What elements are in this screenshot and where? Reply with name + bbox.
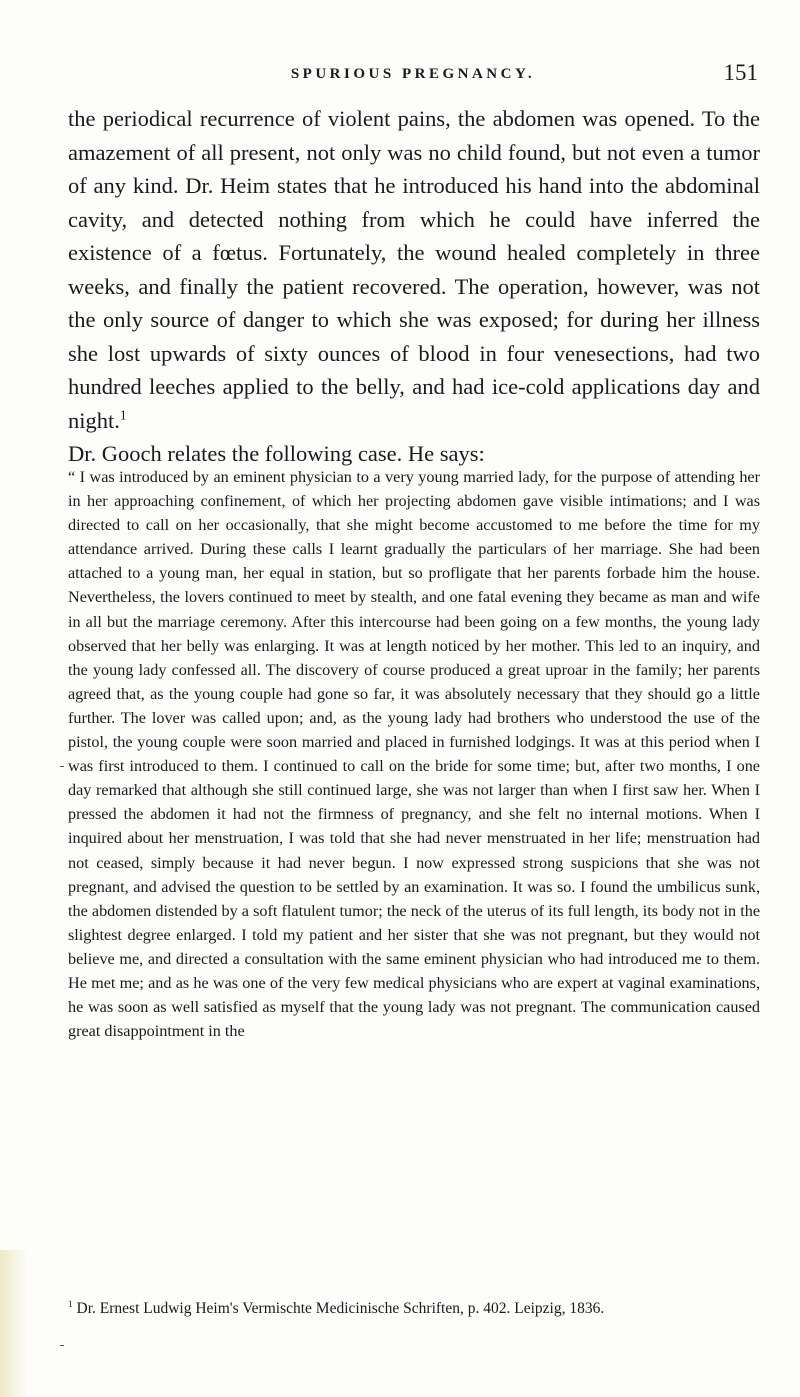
footnote-reference: 1 [119, 407, 127, 422]
footnote-marker: 1 [68, 1299, 73, 1310]
paragraph-heim-case: the periodical recurrence of violent pains, the abdomen was opened. To the amazement of all present, not only was no child found, but not even a tumor of any kind. Dr. Heim states that he introduced his hand into the abdominal cavity, and detected nothing from which he could have inferred the existence of a fœtus. Fortunately, the wound healed completely in three weeks, and finally the patient recovered. The operation, however, was not the only source of danger to which she was exposed; for during her illness she lost upwards of sixty ounces of blood in four venesections, had two hundred leeches applied to the belly, and had ice-cold applications day and night. [68, 106, 760, 433]
margin-mark [60, 766, 64, 767]
running-title: SPURIOUS PREGNANCY. [290, 66, 536, 82]
main-text [68, 102, 760, 471]
footnote [68, 1297, 760, 1320]
running-header [68, 58, 758, 88]
footnote-text: Dr. Ernest Ludwig Heim's Vermischte Medicinische Schriften, p. 402. Leipzig, 1836. [76, 1300, 605, 1317]
margin-mark [60, 1345, 64, 1346]
paper-stain [0, 1250, 28, 1397]
page-number: 151 [723, 60, 758, 85]
paragraph-gooch-intro: Dr. Gooch relates the following case. He says: [68, 441, 485, 466]
gooch-quotation: “ I was introduced by an eminent physician to a very young married lady, for the purpose of attending her in her approaching confinement, of which her projecting abdomen gave visible intimations; and I was directed to call on her occasionally, that she might become accustomed to me before the time for my attendance arrived. During these calls I learnt gradually the particulars of her marriage. She had been attached to a young man, her equal in station, but so profligate that her parents forbade him the house. Nevertheless, the lovers continued to meet by stealth, and one fatal evening they became as man and wife in all but the marriage ceremony. After this intercourse had been going on a few months, the young lady observed that her belly was enlarging. It was at length noticed by her mother. This led to an inquiry, and the young lady confessed all. The discovery of course produced a great uproar in the family; her parents agreed that, as the young couple had gone so far, it was absolutely necessary that they should go a little further. The lover was called upon; and, as the young lady had brothers who understood the use of the pistol, the young couple were soon married and placed in furnished lodgings. It was at this period when I was first introduced to them. I continued to call on the bride for some time; but, after two months, I one day remarked that although she still continued large, she was not larger than when I first saw her. When I pressed the abdomen it had not the firmness of pregnancy, and she felt no internal motions. When I inquired about her menstruation, I was told that she had never menstruated in her life; menstruation had not ceased, simply because it had never begun. I now expressed strong suspicions that she was not pregnant, and advised the question to be settled by an examination. It was so. I found the umbilicus sunk, the abdomen distended by a soft flatulent tumor; the neck of the uterus of its full length, its body not in the slightest degree enlarged. I told my patient and her sister that she was not pregnant, but they would not believe me, and directed a consultation with the same eminent physician who had introduced me to them. He met me; and as he was one of the very few medical physicians who are expert at vaginal examinations, he was soon as well satisfied as myself that the young lady was not pregnant. The communication caused great disappointment in the [68, 468, 760, 1041]
